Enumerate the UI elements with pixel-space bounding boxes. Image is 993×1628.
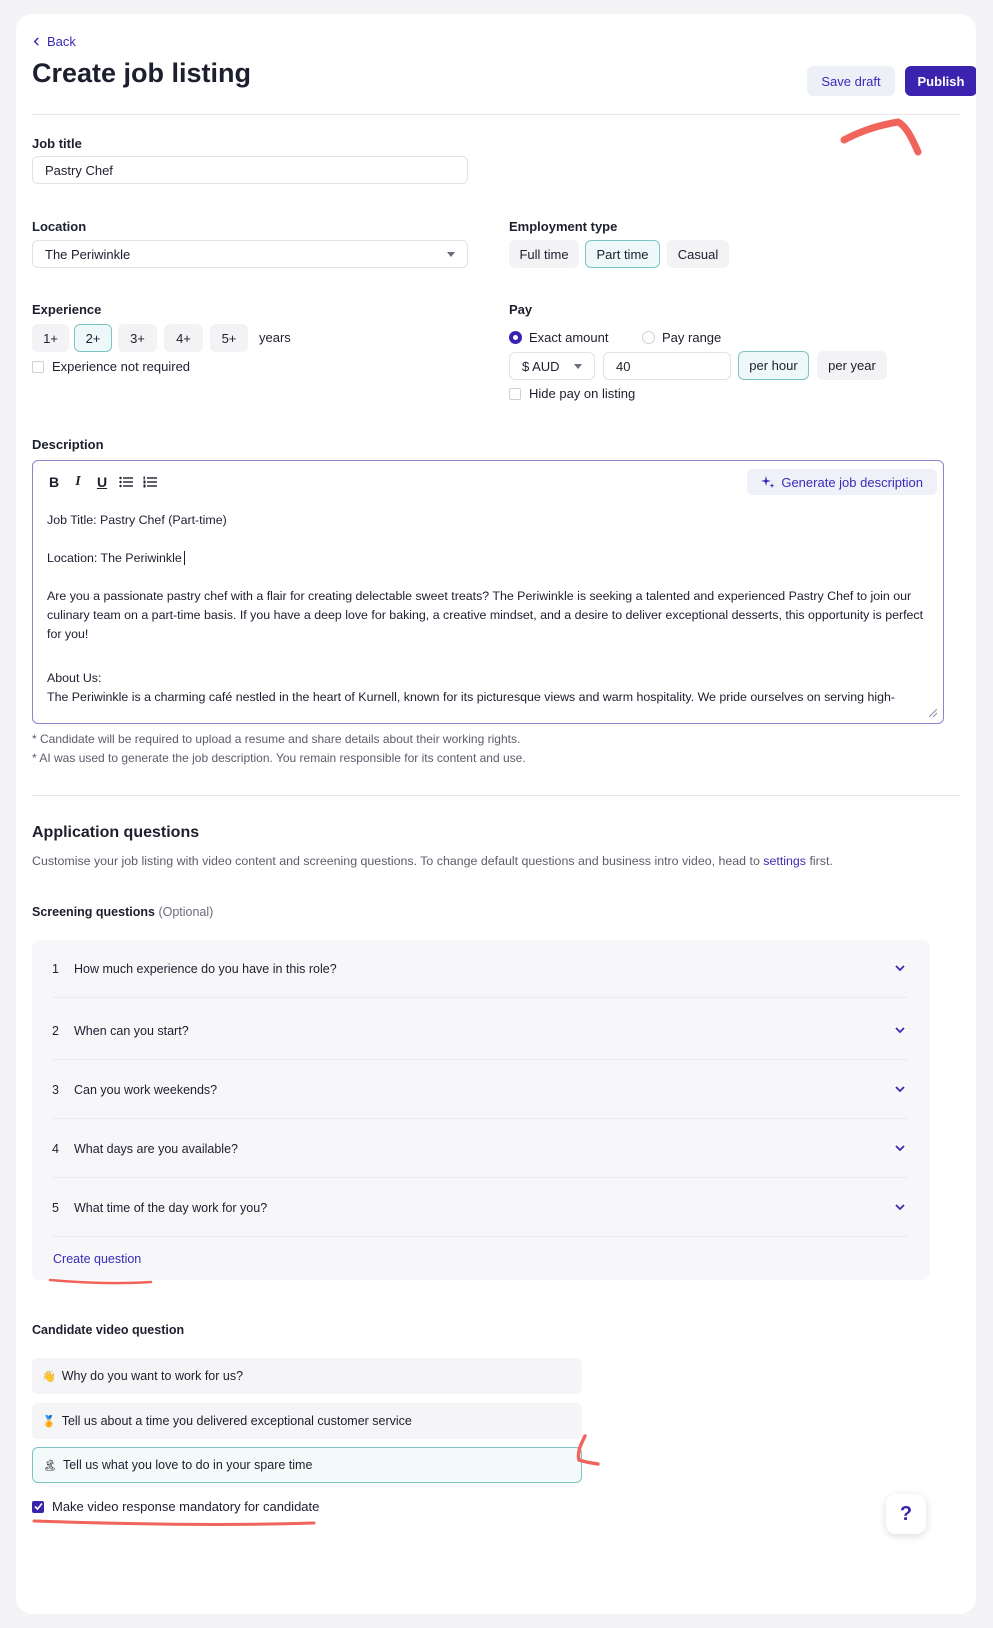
experience-unit: years	[259, 330, 291, 345]
video-question-text: Tell us about a time you delivered exceptional customer service	[61, 1414, 412, 1428]
settings-link[interactable]: settings	[763, 854, 806, 868]
question-number: 1	[52, 961, 59, 976]
back-label: Back	[47, 34, 76, 49]
employment-part-time[interactable]: Part time	[585, 240, 660, 268]
screening-questions-list	[32, 940, 930, 1280]
save-draft-button[interactable]: Save draft	[807, 66, 895, 96]
pay-exact-radio[interactable]	[509, 331, 522, 344]
screening-optional-label: (Optional)	[158, 905, 214, 919]
underline-icon[interactable]: U	[96, 474, 108, 490]
annotation-underline-mandatory	[32, 1517, 317, 1529]
description-line-4: About Us:	[47, 671, 102, 685]
description-line-1: Job Title: Pastry Chef (Part-time)	[47, 513, 227, 527]
experience-not-required-checkbox[interactable]	[32, 361, 44, 373]
pay-range-option[interactable]	[642, 330, 721, 345]
pay-exact-option[interactable]	[509, 330, 609, 345]
experience-not-required-label: Experience not required	[52, 359, 191, 374]
location-select[interactable]	[32, 240, 468, 268]
video-question-text: Why do you want to work for us?	[61, 1369, 244, 1383]
video-question-option-1[interactable]	[32, 1358, 582, 1394]
video-mandatory-option[interactable]	[32, 1499, 319, 1514]
description-note-ai: * AI was used to generate the job description. You remain responsible for its content and use.	[32, 751, 526, 765]
per-hour-option[interactable]: per hour	[738, 351, 809, 380]
video-question-label: Candidate video question	[32, 1323, 185, 1337]
editor-toolbar	[45, 473, 159, 491]
chevron-down-icon[interactable]	[894, 1024, 906, 1036]
question-number: 4	[52, 1141, 59, 1156]
pay-amount-value: 40	[616, 358, 631, 374]
employment-type-label: Employment type	[509, 219, 618, 234]
job-listing-form	[16, 14, 976, 1614]
text-cursor	[184, 551, 185, 565]
wave-icon: 👋	[42, 1370, 56, 1383]
medal-icon: 🏅	[42, 1415, 56, 1428]
video-question-option-2[interactable]	[32, 1403, 582, 1439]
description-line-5: The Periwinkle is a charming café nestled in the heart of Kurnell, known for its picturesque views and warm hospitality. We pride ourselves on serving high-	[47, 690, 896, 704]
publish-button[interactable]: Publish	[905, 66, 976, 96]
description-text	[47, 511, 927, 707]
resize-handle-icon[interactable]	[929, 709, 937, 717]
question-text: What time of the day work for you?	[74, 1200, 268, 1215]
application-questions-title: Application questions	[32, 824, 200, 841]
bullet-list-icon[interactable]	[117, 473, 135, 491]
description-line-2	[47, 549, 927, 568]
annotation-arrow-publish	[836, 106, 926, 166]
screening-question-3[interactable]	[52, 1061, 908, 1119]
experience-1-plus[interactable]: 1+	[32, 324, 69, 352]
experience-4-plus[interactable]: 4+	[164, 324, 203, 352]
back-link[interactable]	[32, 34, 76, 49]
pay-range-label: Pay range	[662, 330, 722, 345]
generate-description-button[interactable]	[747, 469, 937, 495]
create-question-link[interactable]: Create question	[53, 1252, 142, 1266]
hide-pay-option[interactable]	[509, 386, 635, 401]
employment-casual[interactable]: Casual	[667, 240, 729, 268]
section-divider	[32, 795, 960, 796]
hide-pay-label: Hide pay on listing	[529, 386, 636, 401]
application-subtitle-end: first.	[809, 854, 833, 868]
description-line-2-text: Location: The Periwinkle	[47, 551, 182, 565]
experience-5-plus[interactable]: 5+	[210, 324, 248, 352]
experience-2-plus[interactable]: 2+	[74, 324, 112, 352]
employment-full-time[interactable]: Full time	[509, 240, 579, 268]
chevron-left-icon	[32, 37, 41, 46]
job-title-label: Job title	[32, 136, 82, 151]
screening-question-1[interactable]	[52, 940, 908, 998]
question-text: Can you work weekends?	[74, 1082, 218, 1097]
hide-pay-checkbox[interactable]	[509, 388, 521, 400]
experience-not-required[interactable]	[32, 359, 190, 374]
description-note-resume: * Candidate will be required to upload a resume and share details about their working rights.	[32, 732, 521, 746]
video-question-text: Tell us what you love to do in your spare time	[62, 1458, 313, 1472]
question-text: How much experience do you have in this role?	[74, 961, 337, 976]
pay-exact-label: Exact amount	[529, 330, 609, 345]
question-text: What days are you available?	[74, 1141, 238, 1156]
screening-question-4[interactable]	[52, 1120, 908, 1178]
video-question-option-3[interactable]	[32, 1447, 582, 1483]
description-line-3: Are you a passionate pastry chef with a flair for creating delectable sweet treats? The Periwinkle is seeking a talented and experienced Pastry Chef to join our culinary team on a part-time basis. If you have a deep love for baking, a creative mindset, and a desire to deliver exceptional desserts, this opportunity is perfect for you!	[47, 589, 924, 641]
generate-description-label: Generate job description	[781, 474, 923, 490]
location-value: The Periwinkle	[45, 246, 131, 262]
location-label: Location	[32, 219, 87, 234]
page-title: Create job listing	[32, 58, 252, 88]
bold-icon[interactable]: B	[48, 474, 60, 490]
experience-label: Experience	[32, 302, 102, 317]
caret-down-icon	[447, 252, 455, 257]
application-subtitle-text: Customise your job listing with video content and screening questions. To change default questions and business intro video, head to	[32, 854, 760, 868]
question-number: 2	[52, 1023, 59, 1038]
screening-questions-heading	[32, 905, 213, 919]
chevron-down-icon[interactable]	[894, 1142, 906, 1154]
currency-value: $ AUD	[522, 358, 560, 374]
chevron-down-icon[interactable]	[894, 1201, 906, 1213]
numbered-list-icon[interactable]	[141, 473, 159, 491]
chevron-down-icon[interactable]	[894, 1083, 906, 1095]
pay-label: Pay	[509, 302, 533, 317]
screening-question-5[interactable]	[52, 1179, 908, 1237]
italic-icon[interactable]: I	[75, 474, 81, 489]
description-editor[interactable]	[32, 460, 944, 724]
screening-questions-label: Screening questions	[32, 905, 155, 919]
screening-question-2[interactable]	[52, 1002, 908, 1060]
island-icon: 🏝	[43, 1459, 57, 1472]
pay-range-radio[interactable]	[642, 331, 655, 344]
application-questions-subtitle	[32, 854, 833, 868]
video-mandatory-checkbox[interactable]	[32, 1501, 44, 1513]
question-number: 3	[52, 1082, 59, 1097]
job-title-input[interactable]	[32, 156, 468, 184]
pay-amount-input[interactable]	[603, 352, 731, 380]
experience-3-plus[interactable]: 3+	[118, 324, 157, 352]
check-icon	[34, 1502, 43, 1511]
job-title-value: Pastry Chef	[45, 162, 113, 178]
description-label: Description	[32, 437, 104, 452]
header-divider	[32, 114, 960, 115]
question-number: 5	[52, 1200, 59, 1215]
help-button[interactable]: ?	[886, 1494, 926, 1534]
question-text: When can you start?	[74, 1023, 189, 1038]
video-mandatory-label: Make video response mandatory for candidate	[52, 1499, 320, 1514]
per-year-option[interactable]: per year	[817, 351, 887, 380]
currency-select[interactable]	[509, 352, 595, 380]
chevron-down-icon[interactable]	[894, 962, 906, 974]
caret-down-icon	[574, 364, 582, 369]
sparkle-icon	[761, 475, 775, 489]
